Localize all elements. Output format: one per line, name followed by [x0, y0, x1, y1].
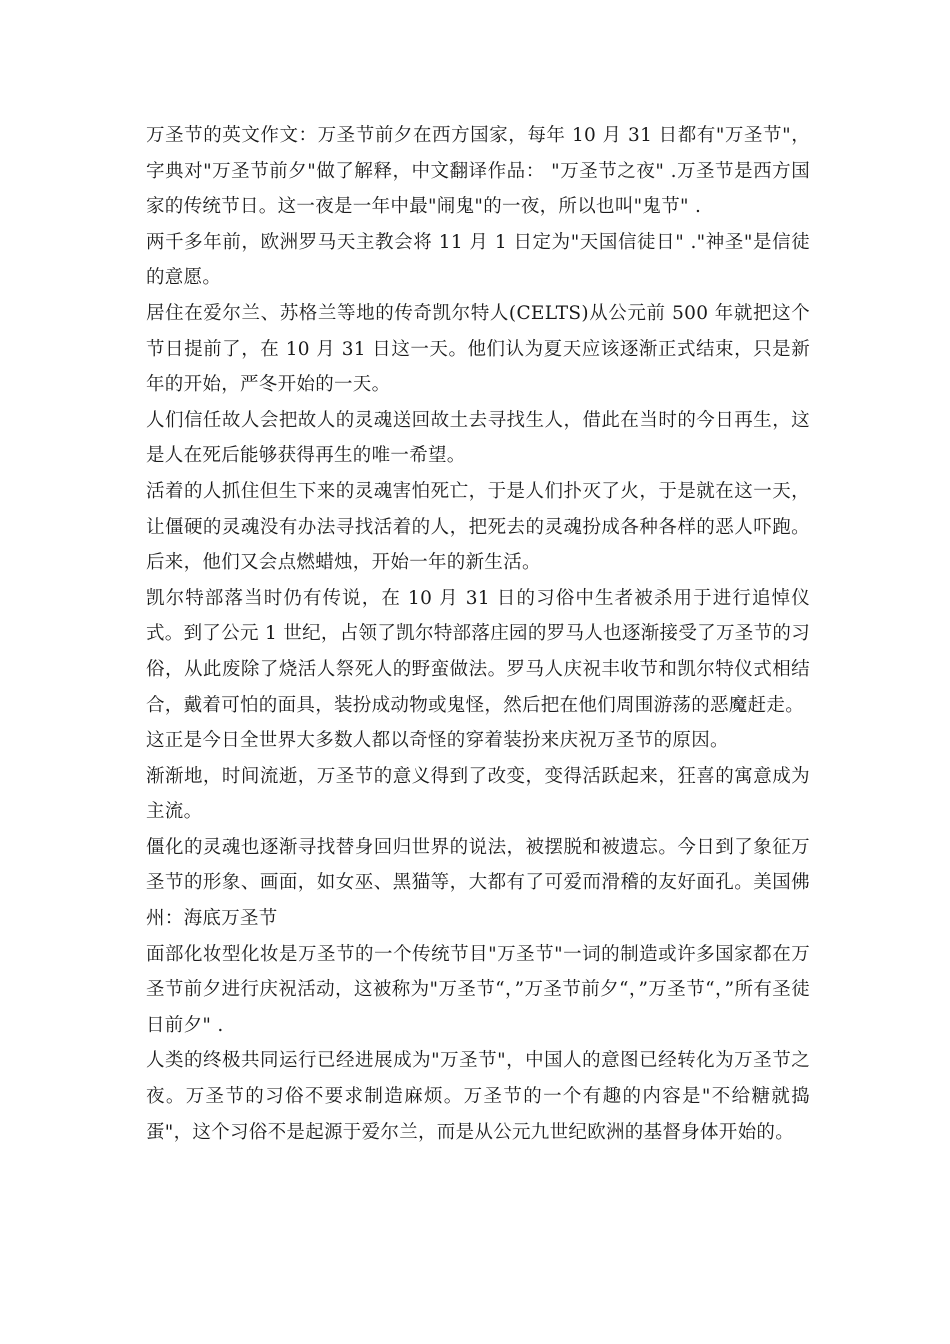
paragraph-costume-reason: 这正是今日全世界大多数人都以奇怪的穿着装扮来庆祝万圣节的原因。: [146, 730, 729, 752]
paragraph-friendly-faces: 僵化的灵魂也逐渐寻找替身回归世界的说法，被摆脱和被遗忘。今日到了象征万圣节的形象、画面，如女巫、黑猫等，大都有了可爱而滑稽的友好面孔。美国佛州：海底万圣节: [146, 836, 810, 930]
document-body: [146, 118, 810, 1150]
paragraph-celts: 居住在爱尔兰、苏格兰等地的传奇凯尔特人(CELTS)从公元前 500 年就把这个节日提前了，在 10 月 31 日这一天。他们认为夏天应该逐渐正式结束，只是新年的开始，严冬开始的一天。: [146, 302, 810, 396]
paragraph-roman-custom: 凯尔特部落当时仍有传说，在 10 月 31 日的习俗中生者被杀用于进行追悼仪式。到了公元 1 世纪，占领了凯尔特部落庄园的罗马人也逐渐接受了万圣节的习俗，从此废除了烧活人祭死人的野蛮做法。罗马人庆祝丰收节和凯尔特仪式相结合，戴着可怕的面具，装扮成动物或鬼怪，然后把在他们周围游荡的恶魔赶走。: [146, 587, 810, 716]
paragraph-extinguish-fire: 活着的人抓住但生下来的灵魂害怕死亡，于是人们扑灭了火，于是就在这一天，让僵硬的灵魂没有办法寻找活着的人，把死去的灵魂扮成各种各样的恶人吓跑。后来，他们又会点燃蜡烛，开始一年的新生活。: [146, 480, 810, 574]
paragraph-souls-return: 人们信任故人会把故人的灵魂送回故土去寻找生人，借此在当时的今日再生，这是人在死后能够获得再生的唯一希望。: [146, 409, 810, 467]
paragraph-makeup-tradition: 面部化妆型化妆是万圣节的一个传统节目"万圣节"一词的制造或许多国家都在万圣节前夕进行庆祝活动，这被称为"万圣节“，”万圣节前夕“，”万圣节“，”所有圣徒日前夕" .: [146, 943, 810, 1036]
paragraph-meaning-changed: 渐渐地，时间流逝，万圣节的意义得到了改变，变得活跃起来，狂喜的寓意成为主流。: [146, 765, 810, 823]
paragraph-intro: 万圣节的英文作文：万圣节前夕在西方国家，每年 10 月 31 日都有"万圣节"，字典对"万圣节前夕"做了解释，中文翻译作品： "万圣节之夜" .万圣节是西方国家的传统节日。这一夜是一年中最"闹鬼"的一夜，所以也叫"鬼节" .: [146, 125, 810, 218]
paragraph-catholic-church: 两千多年前，欧洲罗马天主教会将 11 月 1 日定为"天国信徒日" ."神圣"是信徒的意愿。: [146, 231, 810, 289]
paragraph-trick-or-treat: 人类的终极共同运行已经进展成为"万圣节"，中国人的意图已经转化为万圣节之夜。万圣节的习俗不要求制造麻烦。万圣节的一个有趣的内容是"不给糖就捣蛋"，这个习俗不是起源于爱尔兰，而是从公元九世纪欧洲的基督身体开始的。: [146, 1050, 810, 1143]
